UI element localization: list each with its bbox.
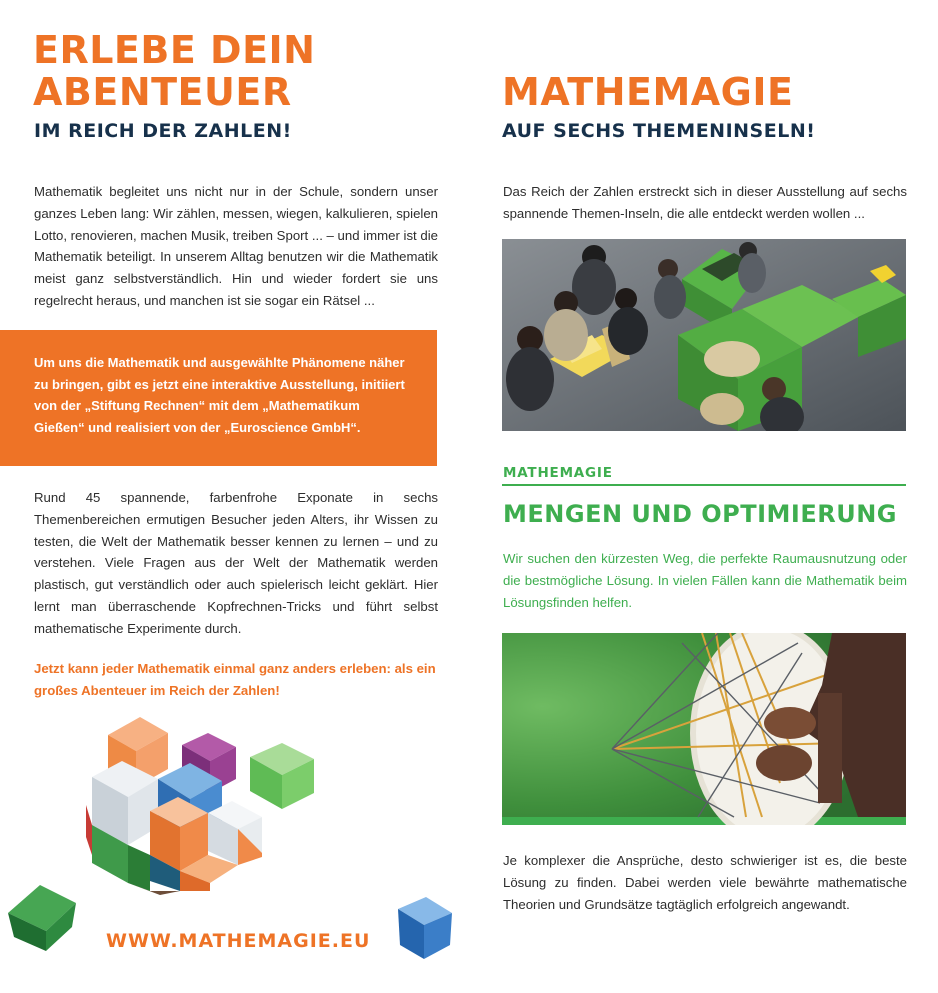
rubik-cube-cluster — [86, 717, 262, 895]
exhibition-visitors-photo — [502, 239, 906, 431]
left-headline-line1: ERLEBE DEIN — [33, 28, 316, 72]
string-art-photo — [502, 633, 906, 825]
section-divider — [502, 484, 906, 486]
left-intro-paragraph: Mathematik begleitet uns nicht nur in der Schule, sondern unser ganzes Leben lang: Wir zählen, messen, wiegen, kalkulieren, spielen Lotto, renovieren, machen Musik, treiben Sport ... – und immer ist die Mathematik beteiligt. In unserem Alltag benutzen wir die Mathematik meist ganz selbstverständlich. Hin und wieder fordert sie uns regelrecht heraus, und manchen ist sie sogar ein Rätsel ... — [34, 184, 438, 308]
highlight-text: Um uns die Mathematik und ausgewählte Phänomene näher zu bringen, gibt es jetzt eine interaktive Ausstellung, initiiert von der „Stiftung Rechnen“ mit dem „Mathematikum Gießen“ und realisiert von der „Euroscience GmbH“. — [34, 355, 405, 435]
website-link[interactable]: WWW.MATHEMAGIE.EU — [106, 930, 371, 952]
left-callout: Jetzt kann jeder Mathematik einmal ganz anders erleben: als ein großes Abenteuer im Reich der Zahlen! — [34, 661, 436, 698]
right-subheadline: AUF SECHS THEMENINSELN! — [502, 120, 816, 142]
right-headline: MATHEMAGIE — [502, 70, 794, 114]
floating-blue-cube — [398, 897, 452, 959]
right-intro-paragraph: Das Reich der Zahlen erstreckt sich in dieser Ausstellung auf sechs spannende Themen-Inseln, die alle entdeckt werden wollen ... — [503, 184, 907, 221]
section-label: MATHEMAGIE — [503, 465, 613, 481]
left-body-paragraph: Rund 45 spannende, farbenfrohe Exponate in sechs Themenbereichen ermutigen Besucher jeden Alters, ihr Wissen zu testen, die Welt der Mathematik besser kennen zu lernen – und zu verstehen. Viele Fragen aus der Welt der Mathematik werden plastisch, gut verständlich oder auch spielerisch leicht geklärt. Hier lernt man überraschende Kopfrechnen-Tricks und führt selbst mathematische Experimente durch. — [34, 490, 438, 636]
section-title: MENGEN UND OPTIMIERUNG — [503, 500, 898, 528]
floating-dark-green-cube — [8, 885, 76, 951]
section-text: Wir suchen den kürzesten Weg, die perfekte Raumausnutzung oder die bestmögliche Lösung. In vielen Fällen kann die Mathematik beim Lösungsfinden helfen. — [503, 551, 907, 610]
left-headline-line2: ABENTEUER — [33, 70, 292, 114]
highlight-box — [0, 330, 437, 466]
left-subheadline: IM REICH DER ZAHLEN! — [34, 120, 292, 142]
floating-green-cube — [250, 743, 314, 809]
right-closing-paragraph: Je komplexer die Ansprüche, desto schwieriger ist es, die beste Lösung zu finden. Dabei werden viele bewährte mathematische Theorien und Grundsätze tagtäglich erfolgreich angewandt. — [503, 853, 907, 912]
